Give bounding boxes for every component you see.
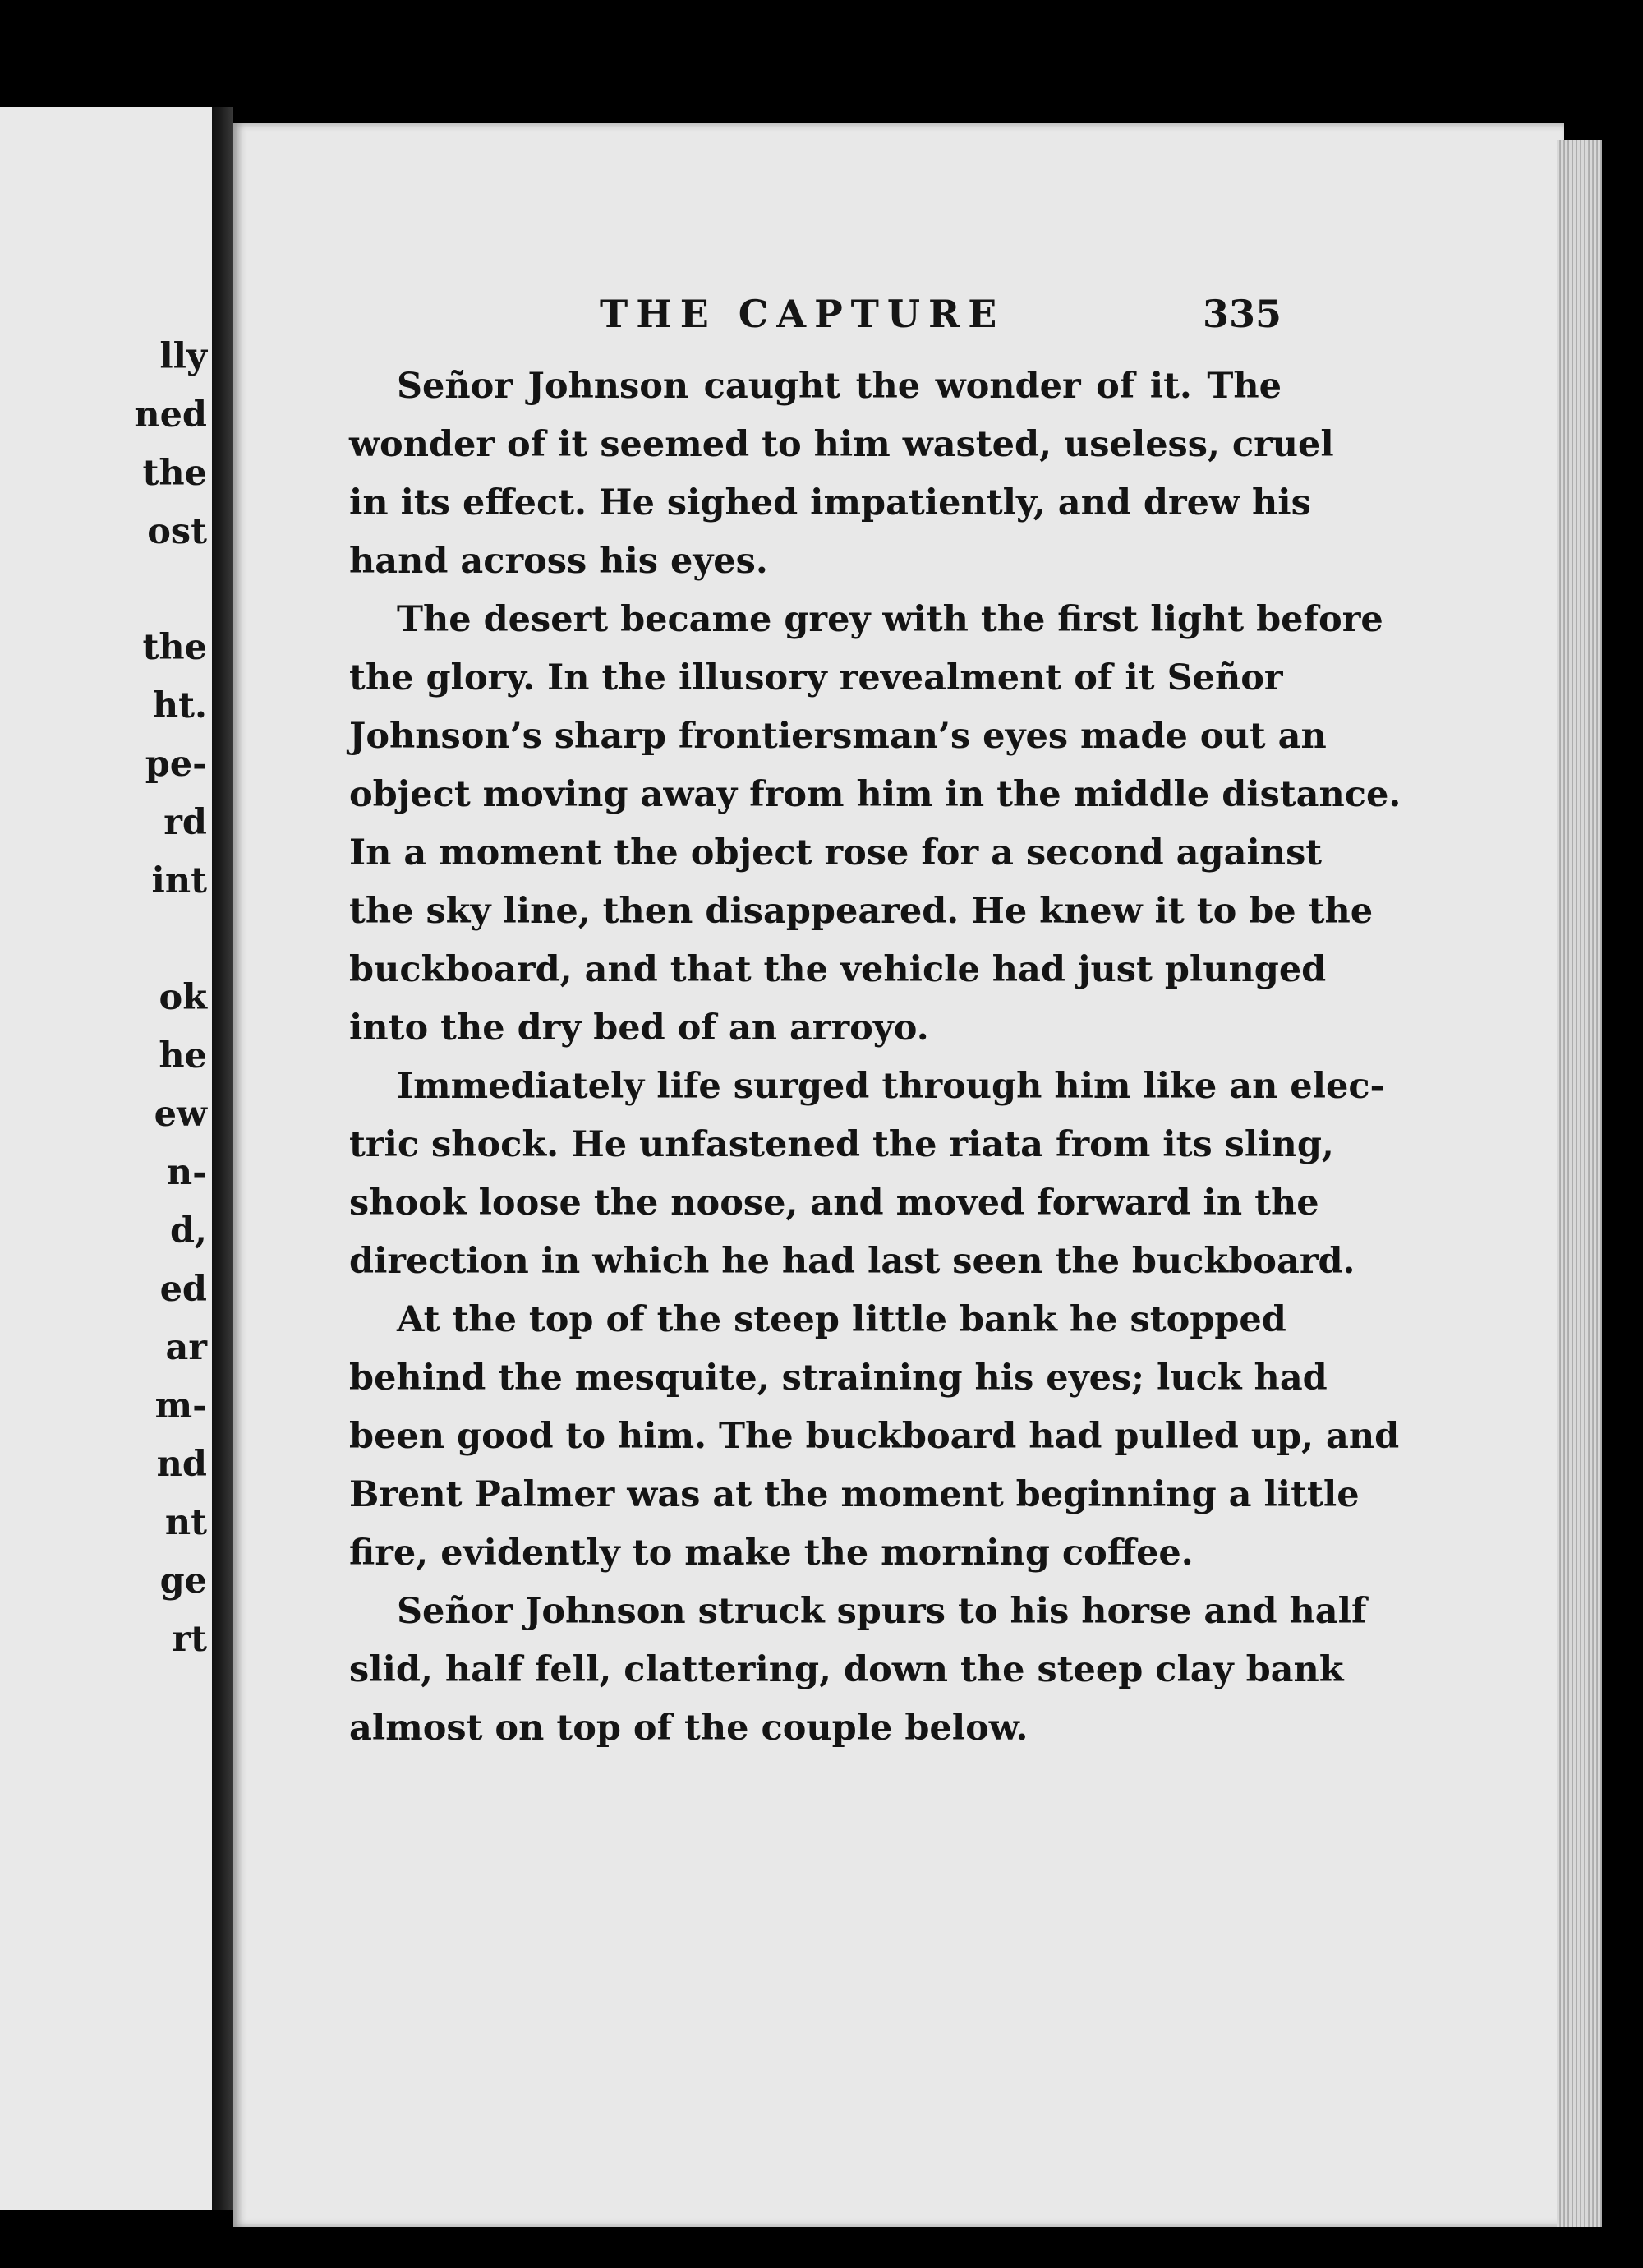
paragraph [349,1058,1385,1291]
previous-page-fragment: ok [159,977,207,1018]
text-line: slid, half fell, clattering, down the steep clay bank [349,1649,1344,1690]
text-line: In a moment the object rose for a second against [349,832,1323,874]
previous-page-fragment: ge [159,1560,207,1602]
paragraph [349,1583,1367,1758]
previous-page [0,107,214,2210]
text-line: buckboard, and that the vehicle had just plunged [349,949,1327,990]
text-line: the sky line, then disappeared. He knew it to be the [349,891,1374,932]
paragraph [349,357,1334,591]
text-line: behind the mesquite, straining his eyes; luck had [349,1358,1328,1399]
text-line: fire, evidently to make the morning coffee. [349,1533,1194,1574]
previous-page-fragment: rt [172,1619,207,1660]
previous-page-fragment: rd [163,802,207,843]
previous-page-fragment: nt [164,1502,207,1543]
previous-page-fragment: lly [159,336,207,377]
text-line: Johnson’s sharp frontiersman’s eyes made out an [349,716,1327,757]
text-line: Immediately life surged through him like an elec- [397,1066,1385,1107]
previous-page-fragment: int [151,860,207,901]
text-line: in its effect. He sighed impatiently, and drew his [349,482,1311,523]
text-line: At the top of the steep little bank he stopped [397,1299,1286,1340]
text-line: hand across his eyes. [349,541,768,582]
text-line: into the dry bed of an arroyo. [349,1007,929,1049]
text-line: the glory. In the illusory revealment of it Señor [349,657,1283,698]
previous-page-fragment: ned [134,394,207,436]
text-line: Señor Johnson caught the wonder of it. The [397,366,1282,407]
book-gutter [212,107,233,2210]
running-head [353,292,1282,349]
page-edges [1557,140,1602,2227]
text-line: object moving away from him in the middle distance. [349,774,1401,815]
previous-page-fragment: ht. [152,685,207,726]
text-line: The desert became grey with the first light before [397,599,1383,640]
previous-page-fragment: he [159,1035,207,1076]
previous-page-fragment: pe- [145,744,207,785]
text-line: almost on top of the couple below. [349,1708,1029,1749]
previous-page-fragment: d, [169,1210,207,1252]
previous-page-fragment: n- [166,1152,207,1193]
text-line: tric shock. He unfastened the riata from its sling, [349,1124,1334,1165]
previous-page-fragment: ost [147,511,207,552]
previous-page-fragment: ew [154,1094,207,1135]
previous-page-fragment: the [142,627,207,668]
paragraph [349,1291,1400,1583]
text-line: wonder of it seemed to him wasted, useless, cruel [349,424,1334,465]
previous-page-fragment: ed [159,1269,207,1310]
text-line: Brent Palmer was at the moment beginning a little [349,1474,1360,1515]
previous-page-fragment: ar [165,1327,207,1368]
text-line: shook loose the noose, and moved forward in the [349,1182,1319,1224]
text-line: Señor Johnson struck spurs to his horse and half [397,1591,1367,1632]
text-line: been good to him. The buckboard had pulled up, and [349,1416,1400,1457]
paragraph [349,591,1401,1058]
previous-page-fragment: nd [156,1444,207,1485]
body-text [349,357,1401,1758]
previous-page-fragment: the [142,453,207,494]
chapter-title: THE CAPTURE [600,292,1006,336]
text-line: direction in which he had last seen the buckboard. [349,1241,1355,1282]
previous-page-fragment: m- [154,1385,207,1427]
page-number: 335 [1202,292,1282,336]
